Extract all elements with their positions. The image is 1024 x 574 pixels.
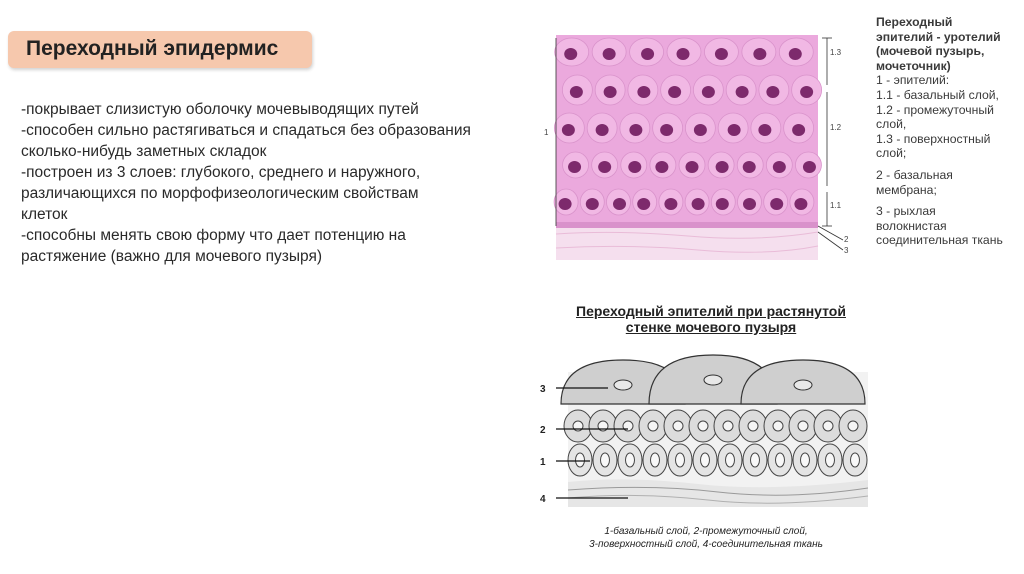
micro-nucleus bbox=[766, 86, 779, 98]
legend-gap bbox=[876, 161, 1024, 168]
micro-nucleus bbox=[668, 86, 681, 98]
micro-nucleus bbox=[803, 161, 816, 173]
legend-heading-line: мочеточник) bbox=[876, 58, 951, 73]
basal-nucleus bbox=[676, 453, 685, 467]
intermediate-nucleus bbox=[798, 421, 808, 431]
micro-nucleus bbox=[792, 124, 805, 136]
micro-nucleus bbox=[568, 161, 581, 173]
diagram-label-1: 1 bbox=[540, 457, 546, 468]
basal-nucleus bbox=[601, 453, 610, 467]
micro-nucleus bbox=[598, 161, 611, 173]
label-2: 2 bbox=[844, 235, 849, 244]
micro-nucleus bbox=[743, 161, 756, 173]
legend-item: волокнистая bbox=[876, 218, 947, 233]
label-1: 1 bbox=[544, 128, 549, 137]
legend-item: слой; bbox=[876, 146, 907, 161]
legend-item: 1.2 - промежуточный bbox=[876, 102, 994, 117]
micro-nucleus bbox=[628, 161, 641, 173]
micro-nucleus bbox=[603, 48, 616, 60]
micro-nucleus bbox=[637, 198, 650, 210]
micro-nucleus bbox=[789, 48, 802, 60]
legend-gap bbox=[876, 197, 1024, 204]
micro-nucleus bbox=[677, 48, 690, 60]
basal-membrane bbox=[556, 222, 818, 228]
legend-item: мембрана; bbox=[876, 182, 937, 197]
body-text bbox=[21, 99, 531, 267]
micro-nucleus bbox=[637, 86, 650, 98]
body-line: различающихся по морфофизеологическим свойствам bbox=[21, 185, 419, 202]
diagram-caption bbox=[536, 303, 886, 335]
legend-item: 1.3 - поверхностный bbox=[876, 131, 991, 146]
micro-nucleus bbox=[716, 198, 729, 210]
basal-nucleus bbox=[826, 453, 835, 467]
stretched-epithelium-diagram bbox=[528, 352, 868, 512]
basal-nucleus bbox=[776, 453, 785, 467]
micro-nucleus bbox=[694, 124, 707, 136]
body-line: растяжение (важно для мочевого пузыря) bbox=[21, 248, 323, 265]
micro-nucleus bbox=[660, 124, 673, 136]
micro-nucleus bbox=[736, 86, 749, 98]
intermediate-nucleus bbox=[698, 421, 708, 431]
micro-nucleus bbox=[604, 86, 617, 98]
slide-title: Переходный эпидермис bbox=[26, 37, 279, 60]
micro-nucleus bbox=[758, 124, 771, 136]
micro-nucleus bbox=[641, 48, 654, 60]
micrograph-legend bbox=[876, 15, 1024, 248]
micro-nucleus bbox=[770, 198, 783, 210]
diagram-label-3: 3 bbox=[540, 384, 546, 395]
basal-nucleus bbox=[626, 453, 635, 467]
micro-nucleus bbox=[655, 161, 668, 173]
intermediate-nucleus bbox=[823, 421, 833, 431]
basal-nucleus bbox=[651, 453, 660, 467]
basal-nucleus bbox=[851, 453, 860, 467]
micro-nucleus bbox=[564, 48, 577, 60]
micro-nucleus bbox=[716, 161, 729, 173]
micro-nucleus bbox=[596, 124, 609, 136]
basal-nucleus bbox=[801, 453, 810, 467]
micro-nucleus bbox=[562, 124, 575, 136]
legend-item: 1 - эпителий: bbox=[876, 73, 950, 88]
diagram-footer bbox=[546, 525, 866, 551]
intermediate-nucleus bbox=[848, 421, 858, 431]
intermediate-nucleus bbox=[673, 421, 683, 431]
body-line: -построен из 3 слоев: глубокого, среднего и наружного, bbox=[21, 164, 421, 181]
micro-nucleus bbox=[743, 198, 756, 210]
label-3: 3 bbox=[844, 246, 849, 255]
diagram-footer-line: 3-поверхностный слой, 4-соединительная ткань bbox=[589, 539, 823, 550]
legend-item: 3 - рыхлая bbox=[876, 204, 936, 219]
micro-nucleus bbox=[613, 198, 626, 210]
micrograph-image bbox=[538, 10, 850, 272]
micro-nucleus bbox=[702, 86, 715, 98]
body-line: сколько-нибудь заметных складок bbox=[21, 143, 267, 160]
micro-nucleus bbox=[692, 198, 705, 210]
diagram-caption-line: Переходный эпителий при растянутой bbox=[576, 303, 846, 319]
micro-nucleus bbox=[559, 198, 572, 210]
diagram-label-2: 2 bbox=[540, 425, 546, 436]
micro-nucleus bbox=[570, 86, 583, 98]
umbrella-nucleus bbox=[614, 380, 632, 390]
body-line: -способны менять свою форму что дает потенцию на bbox=[21, 227, 406, 244]
intermediate-nucleus bbox=[723, 421, 733, 431]
legend-heading-line: эпителий - уротелий bbox=[876, 29, 1001, 44]
basal-nucleus bbox=[726, 453, 735, 467]
basal-nucleus bbox=[751, 453, 760, 467]
legend-item: соединительная ткань bbox=[876, 233, 1003, 248]
diagram-cells bbox=[561, 355, 867, 476]
body-line: -способен сильно растягиваться и спадаться без образования bbox=[21, 122, 471, 139]
intermediate-nucleus bbox=[648, 421, 658, 431]
label-1-3: 1.3 bbox=[830, 48, 842, 57]
legend-item: 2 - базальная bbox=[876, 167, 953, 182]
umbrella-nucleus bbox=[794, 380, 812, 390]
basal-nucleus bbox=[701, 453, 710, 467]
diagram-label-4: 4 bbox=[540, 494, 546, 505]
micro-nucleus bbox=[794, 198, 807, 210]
label-1-2: 1.2 bbox=[830, 123, 842, 132]
umbrella-nucleus bbox=[704, 375, 722, 385]
micro-nucleus bbox=[586, 198, 599, 210]
label-1-1: 1.1 bbox=[830, 201, 842, 210]
body-line: -покрывает слизистую оболочку мочевыводящих путей bbox=[21, 101, 419, 118]
legend-item: слой, bbox=[876, 117, 907, 132]
body-line: клеток bbox=[21, 206, 68, 223]
micro-nucleus bbox=[800, 86, 813, 98]
legend-heading-line: (мочевой пузырь, bbox=[876, 44, 985, 59]
intermediate-nucleus bbox=[773, 421, 783, 431]
micro-nucleus bbox=[753, 48, 766, 60]
basal-nucleus bbox=[576, 453, 585, 467]
diagram-caption-line: стенке мочевого пузыря bbox=[625, 319, 797, 335]
micro-nucleus bbox=[728, 124, 741, 136]
micro-nucleus bbox=[773, 161, 786, 173]
micro-nucleus bbox=[664, 198, 677, 210]
legend-item: 1.1 - базальный слой, bbox=[876, 87, 999, 102]
title-box bbox=[8, 31, 312, 68]
micro-nucleus bbox=[686, 161, 699, 173]
diagram-footer-line: 1-базальный слой, 2-промежуточный слой, bbox=[604, 526, 808, 537]
micro-nucleus bbox=[629, 124, 642, 136]
micro-nucleus bbox=[715, 48, 728, 60]
legend-heading-line: Переходный bbox=[876, 15, 953, 29]
intermediate-nucleus bbox=[748, 421, 758, 431]
